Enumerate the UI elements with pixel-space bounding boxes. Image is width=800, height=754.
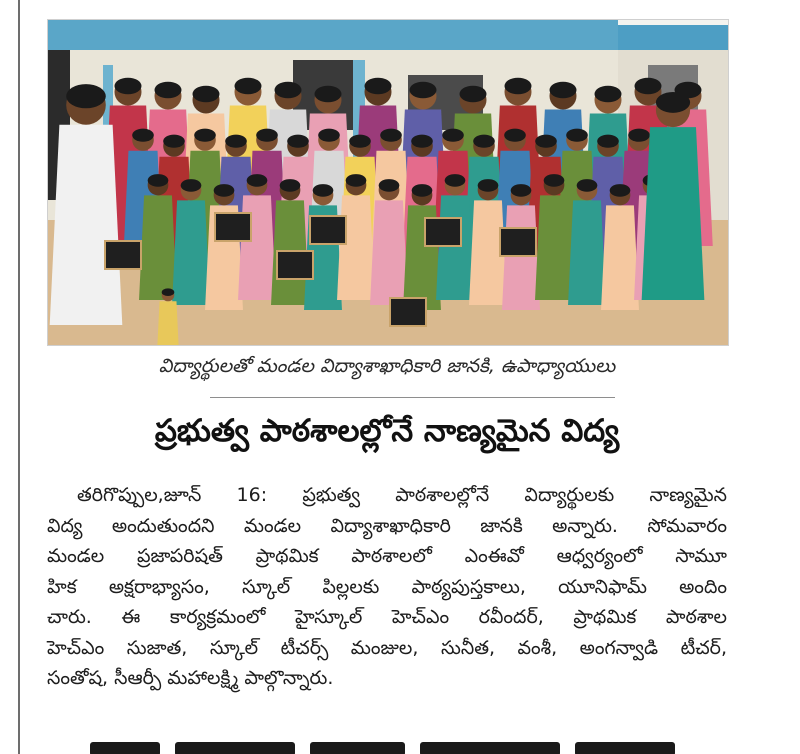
roof-trim xyxy=(48,20,618,50)
writing-slate xyxy=(390,298,426,326)
body-line: చారు. ఈ కార్యక్రమంలో హైస్కూల్ హెచ్ఎం రవీందర్, ప్రాథమిక పాఠశాల xyxy=(47,606,727,628)
writing-slate xyxy=(277,251,313,279)
writing-slate xyxy=(500,228,536,256)
writing-slate xyxy=(105,241,141,269)
body-line: తరిగొప్పుల,జూన్ 16: ప్రభుత్వ పాఠశాలల్లోనే విద్యార్థులకు నాణ్యమైన xyxy=(77,484,727,506)
article-body xyxy=(47,480,727,694)
writing-slate xyxy=(215,213,251,241)
writing-slate xyxy=(425,218,461,246)
body-line: హెచ్ఎం సుజాత, స్కూల్ టీచర్స్ మంజుల, సునీత, వంశీ, అంగన్వాడి టీచర్, xyxy=(47,636,727,659)
roof-trim-right xyxy=(618,25,728,50)
body-line: సంతోష, సీఆర్పీ మహాలక్ష్మి పాల్గొన్నారు. xyxy=(47,667,334,689)
article-headline: ప్రభుత్వ పాఠశాలల్లోనే నాణ్యమైన విద్య xyxy=(154,413,620,449)
photo-caption: విద్యార్థులతో మండల విద్యాశాఖాధికారి జానకి, ఉపాధ్యాయులు xyxy=(158,355,616,377)
news-photo xyxy=(47,19,729,346)
body-line: విద్య అందుతుందని మండల విద్యాశాఖాధికారి జానకి అన్నారు. సోమవారం xyxy=(47,514,727,537)
column-rule xyxy=(18,0,20,754)
next-headline-cutoff xyxy=(90,738,680,754)
writing-slate xyxy=(310,216,346,244)
group-photo-image xyxy=(48,20,728,345)
separator-line xyxy=(210,397,615,398)
body-line: హిక అక్షరాభ్యాసం, స్కూల్ పిల్లలకు పాఠ్యపుస్తకాలు, యూనిఫామ్ అందిం xyxy=(47,575,727,598)
body-line: మండల ప్రజాపరిషత్ ప్రాథమిక పాఠశాలలో ఎంఈవో ఆధ్వర్యంలో సామూ xyxy=(47,545,727,567)
